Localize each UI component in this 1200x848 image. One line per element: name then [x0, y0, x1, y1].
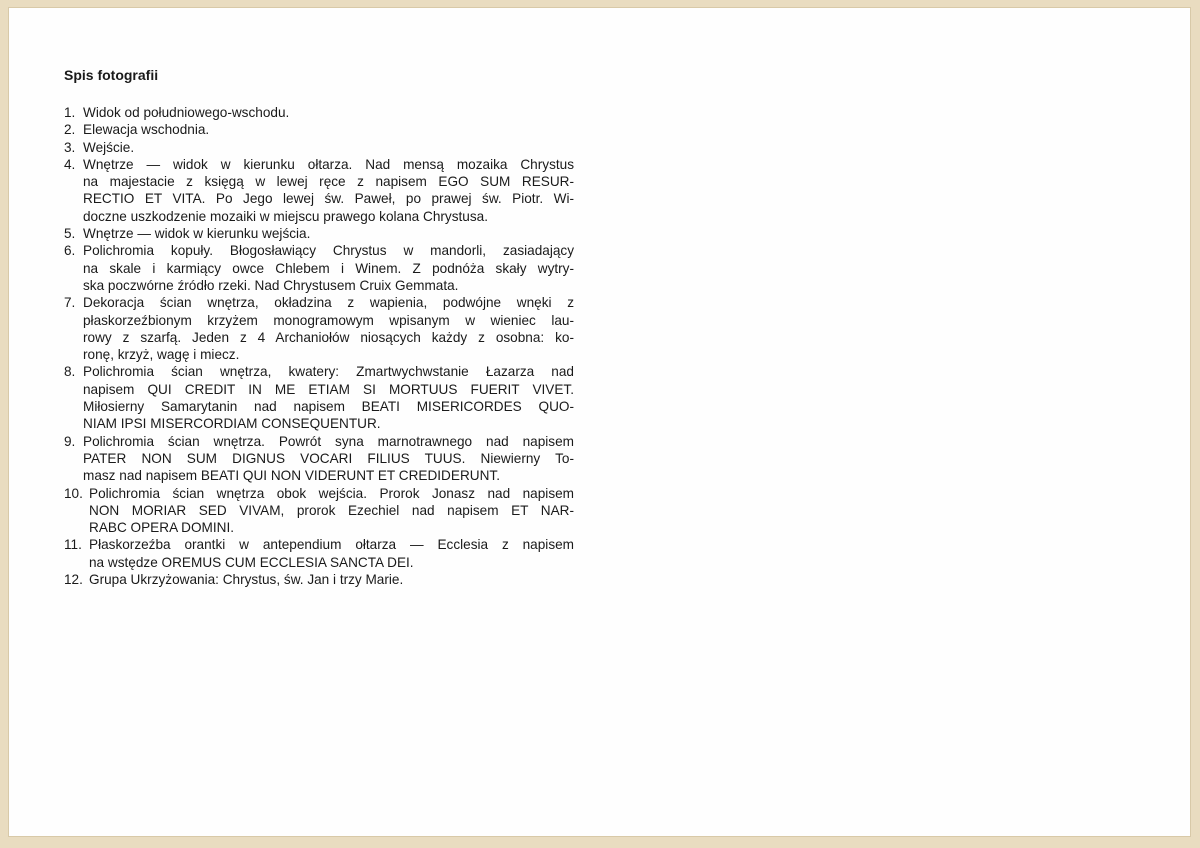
list-item-line: Dekoracja ścian wnętrza, okładzina z wapienia, podwójne wnęki z [83, 295, 574, 311]
list-item-line: Polichromia ścian wnętrza. Powrót syna marnotrawnego nad napisem [83, 433, 574, 449]
list-item-line: Płaskorzeźba orantki w antependium ołtarza — Ecclesia z napisem [89, 537, 574, 553]
document-page [8, 7, 1191, 837]
list-item-12 [64, 571, 574, 588]
list-item-number: 1. [64, 105, 76, 120]
list-item-9 [64, 433, 574, 485]
list-item-line: ska poczwórne źródło rzeki. Nad Chrystusem Cruix Gemmata. [83, 277, 459, 293]
list-item-number: 11. [64, 537, 82, 553]
photo-list-section [64, 66, 574, 588]
list-item-number: 5. [64, 226, 76, 242]
list-item-3 [64, 139, 574, 156]
list-item-line: NIAM IPSI MISERCORDIAM CONSEQUENTUR. [83, 416, 381, 432]
list-item-number: 8. [64, 364, 76, 380]
list-item-line: Polichromia ścian wnętrza obok wejścia. Prorok Jonasz nad napisem [89, 485, 574, 501]
list-item-line: RECTIO ET VITA. Po Jego lewej św. Paweł, po prawej św. Piotr. Wi- [83, 191, 574, 207]
list-item-line: ronę, krzyż, wagę i miecz. [83, 347, 240, 363]
list-item-number: 6. [64, 243, 76, 259]
list-item-line: na skale i karmiący owce Chlebem i Winem. Z podnóża skały wytry- [83, 260, 574, 276]
list-item-line: Wnętrze — widok w kierunku ołtarza. Nad mensą mozaika Chrystus [83, 156, 574, 172]
list-item-number: 4. [64, 156, 76, 172]
list-item-7 [64, 294, 574, 363]
list-item-line: Wnętrze — widok w kierunku wejścia. [83, 226, 311, 242]
list-item-line: rowy z szarfą. Jeden z 4 Archaniołów niosących każdy z osobna: ko- [83, 329, 574, 345]
list-item-number: 10. [64, 485, 83, 501]
list-item-line: RABC OPERA DOMINI. [89, 520, 235, 536]
list-item-line: Polichromia ścian wnętrza, kwatery: Zmartwychwstanie Łazarza nad [83, 364, 574, 380]
list-item-line: Miłosierny Samarytanin nad napisem BEATI MISERICORDES QUO- [83, 399, 574, 415]
list-item-1 [64, 104, 574, 121]
list-item-line: masz nad napisem BEATI QUI NON VIDERUNT ET CREDIDERUNT. [83, 468, 500, 484]
list-item-number: 3. [64, 139, 76, 155]
list-item-line: napisem QUI CREDIT IN ME ETIAM SI MORTUUS FUERIT VIVET. [83, 381, 574, 397]
list-item-4 [64, 156, 574, 225]
list-item-line: Elewacja wschodnia. [83, 122, 210, 138]
photo-list [64, 104, 574, 588]
list-item-11 [64, 536, 574, 571]
list-item-line: Widok od południowego-wschodu. [83, 105, 290, 120]
list-item-line: Grupa Ukrzyżowania: Chrystus, św. Jan i trzy Marie. [89, 572, 404, 588]
list-item-line: na majestacie z księgą w lewej ręce z napisem EGO SUM RESUR- [83, 174, 574, 190]
list-item-line: na wstędze OREMUS CUM ECCLESIA SANCTA DEI. [89, 554, 414, 570]
list-item-2 [64, 121, 574, 138]
list-item-line: Polichromia kopuły. Błogosławiący Chrystus w mandorli, zasiadający [83, 243, 574, 259]
list-item-8 [64, 363, 574, 432]
list-item-line: PATER NON SUM DIGNUS VOCARI FILIUS TUUS. Niewierny To- [83, 450, 574, 466]
list-item-10 [64, 485, 574, 537]
list-item-line: NON MORIAR SED VIVAM, prorok Ezechiel nad napisem ET NAR- [89, 502, 574, 518]
list-item-line: Wejście. [83, 139, 135, 155]
list-item-6 [64, 242, 574, 294]
list-item-line: doczne uszkodzenie mozaiki w miejscu prawego kolana Chrystusa. [83, 208, 488, 224]
list-item-number: 2. [64, 122, 76, 138]
list-item-line: płaskorzeźbionym krzyżem monogramowym wpisanym w wieniec lau- [83, 312, 574, 328]
list-item-number: 7. [64, 295, 76, 311]
list-item-number: 12. [64, 572, 83, 588]
list-item-5 [64, 225, 574, 242]
page-title: Spis fotografii [64, 67, 159, 83]
list-item-number: 9. [64, 433, 76, 449]
